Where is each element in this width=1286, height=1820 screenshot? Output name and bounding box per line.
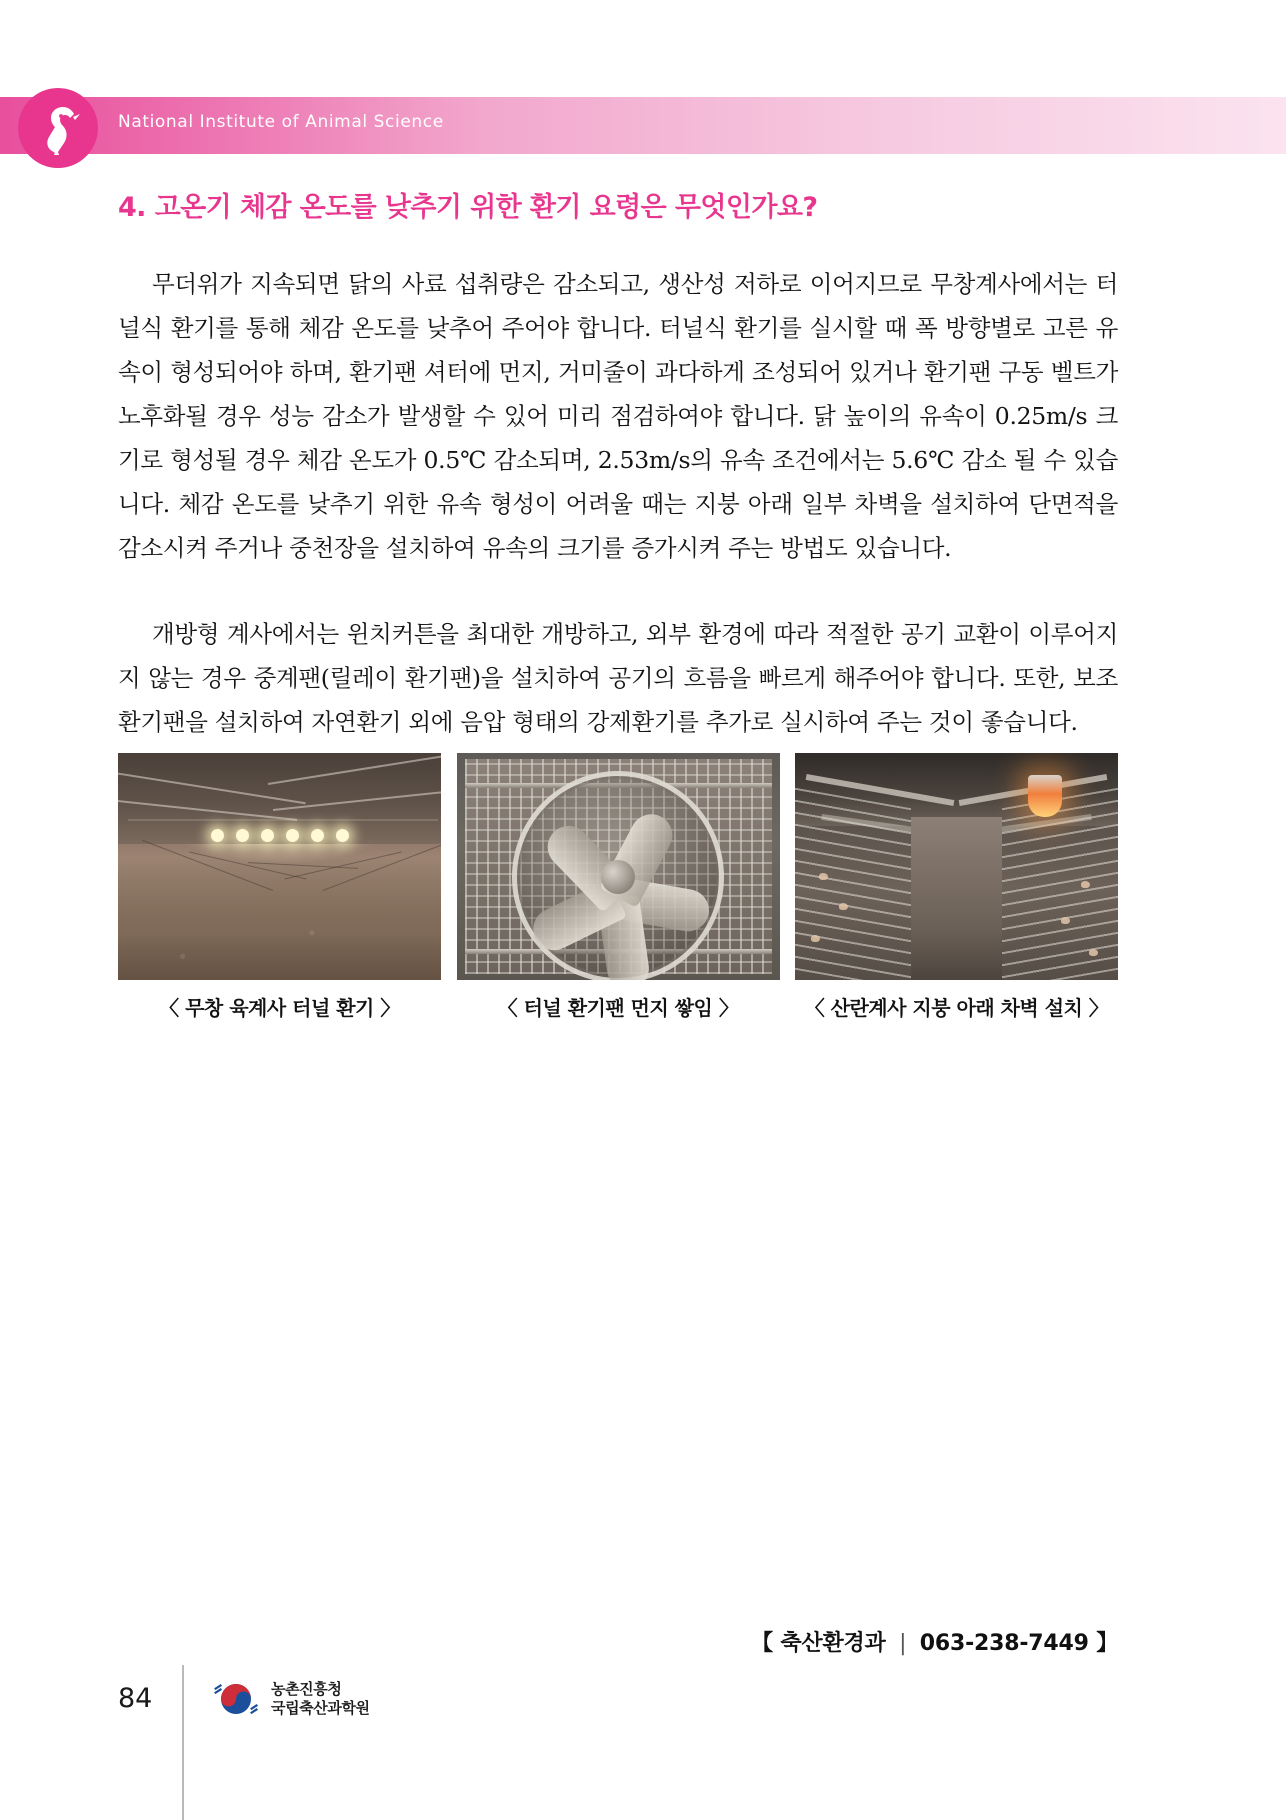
institute-name: National Institute of Animal Science — [118, 112, 444, 132]
figure-2-caption: 〈 터널 환기팬 먼지 쌓임 〉 — [497, 996, 739, 1020]
contact-line — [751, 1626, 1118, 1657]
tunnel-fan-dust-accumulation-photo — [457, 753, 780, 980]
page-title: 4. 고온기 체감 온도를 낮추기 위한 환기 요령은 무엇인가요? — [118, 192, 818, 223]
paragraph-2-text: 개방형 계사에서는 윈치커튼을 최대한 개방하고, 외부 환경에 따라 적절한 공기 교환이 이루어지지 않는 경우 중계팬(릴레이 환기팬)을 설치하여 공기의 흐름을 빠르게 해주어야 합니다. 또한, 보조 환기팬을 설치하여 자연환기 외에 음압 형태의 강제환기를 추가로 실시하여 주는 것이 좋습니다. — [118, 620, 1118, 736]
figure-2 — [457, 753, 780, 1021]
document-body — [118, 185, 1118, 744]
paragraph-1 — [118, 262, 1118, 570]
layer-house-under-roof-baffle-photo — [795, 753, 1118, 980]
paragraph-1-text: 무더위가 지속되면 닭의 사료 섭취량은 감소되고, 생산성 저하로 이어지므로 무창계사에서는 터널식 환기를 통해 체감 온도를 낮추어 주어야 합니다. 터널식 환기를 실시할 때 폭 방향별로 고른 유속이 형성되어야 하며, 환기팬 셔터에 먼지, 거미줄이 과다하게 조성되어 있거나 환기팬 구동 벨트가 노후화될 경우 성능 감소가 발생할 수 있어 미리 점검하여야 합니다. 닭 높이의 유속이 0.25m/s 크기로 형성될 경우 체감 온도가 0.5℃ 감소되며, 2.53m/s의 유속 조건에서는 5.6℃ 감소 될 수 있습니다. 체감 온도를 낮추기 위한 유속 형성이 어려울 때는 지붕 아래 일부 차벽을 설치하여 단면적을 감소시켜 주거나 중천장을 설치하여 유속의 크기를 증가시켜 주는 방법도 있습니다. — [118, 270, 1118, 562]
bracket-close: 】 — [1096, 1631, 1118, 1656]
brand-line-1: 농촌진흥청 — [271, 1680, 342, 1699]
footer-brand — [213, 1676, 370, 1722]
figure-1-caption: 〈 무창 육계사 터널 환기 〉 — [159, 996, 400, 1020]
contact-separator: | — [899, 1631, 907, 1656]
windowless-broiler-house-tunnel-ventilation-photo — [118, 753, 441, 980]
figure-3-caption: 〈 산란계사 지붕 아래 차벽 설치 〉 — [804, 996, 1109, 1020]
figure-row — [118, 753, 1118, 1021]
paragraph-2 — [118, 612, 1118, 744]
contact-department: 축산환경과 — [780, 1631, 886, 1656]
figure-1 — [118, 753, 441, 1021]
contact-phone: 063-238-7449 — [919, 1631, 1089, 1656]
bracket-open: 【 — [751, 1631, 773, 1656]
footer-divider — [182, 1665, 184, 1820]
figure-3 — [795, 753, 1118, 1021]
brand-line-2: 국립축산과학원 — [271, 1699, 370, 1717]
chicken-icon — [18, 88, 98, 168]
page-number: 84 — [118, 1683, 153, 1714]
taegeuk-emblem — [213, 1676, 259, 1722]
